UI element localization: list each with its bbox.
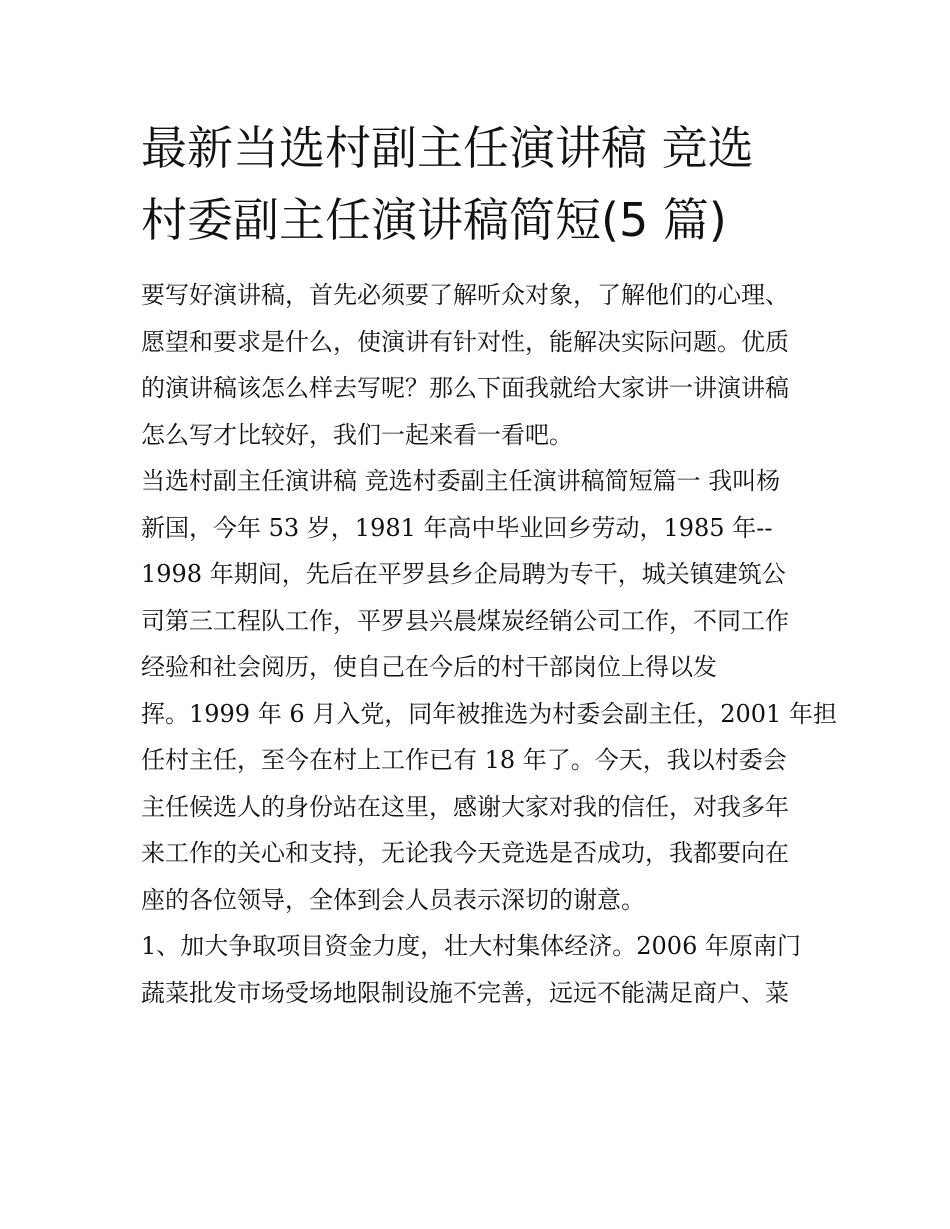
- body-line: 司第三工程队工作，平罗县兴晨煤炭经销公司工作，不同工作: [141, 606, 789, 635]
- document-content: [141, 112, 837, 1016]
- body-line: 怎么写才比较好，我们一起来看一看吧。: [141, 420, 573, 449]
- document-body: [141, 272, 837, 1016]
- body-line: 愿望和要求是什么，使演讲有针对性，能解决实际问题。优质: [141, 327, 789, 356]
- body-line: 蔬菜批发市场受场地限制设施不完善，远远不能满足商户、菜: [141, 978, 789, 1007]
- body-line: 1、加大争取项目资金力度，壮大村集体经济。2006 年原南门: [141, 932, 801, 960]
- body-line: 经验和社会阅历，使自己在今后的村干部岗位上得以发: [141, 653, 717, 681]
- body-line: 1998 年期间，先后在平罗县乡企局聘为专干，城关镇建筑公: [141, 560, 786, 588]
- body-line: 任村主任，至今在村上工作已有 18 年了。今天，我以村委会: [141, 746, 787, 774]
- body-line: 座的各位领导，全体到会人员表示深切的谢意。: [141, 885, 645, 914]
- body-line: 来工作的关心和支持，无论我今天竞选是否成功，我都要向在: [141, 839, 789, 867]
- body-line: 新国，今年 53 岁，1981 年高中毕业回乡劳动，1985 年--: [141, 513, 773, 542]
- body-line: 当选村副主任演讲稿 竞选村委副主任演讲稿简短篇一 我叫杨: [141, 467, 781, 495]
- body-line: 挥。1999 年 6 月入党，同年被推选为村委会副主任，2001 年担: [141, 699, 837, 728]
- document-title: [141, 112, 813, 256]
- body-line: 主任候选人的身份站在这里，感谢大家对我的信任，对我多年: [141, 792, 789, 821]
- title-line: 最新当选村副主任演讲稿 竞选: [141, 121, 754, 175]
- title-line: 村委副主任演讲稿简短(5 篇): [141, 193, 727, 247]
- body-line: 要写好演讲稿，首先必须要了解听众对象，了解他们的心理、: [141, 281, 789, 309]
- body-line: 的演讲稿该怎么样去写呢？那么下面我就给大家讲一讲演讲稿: [141, 374, 789, 402]
